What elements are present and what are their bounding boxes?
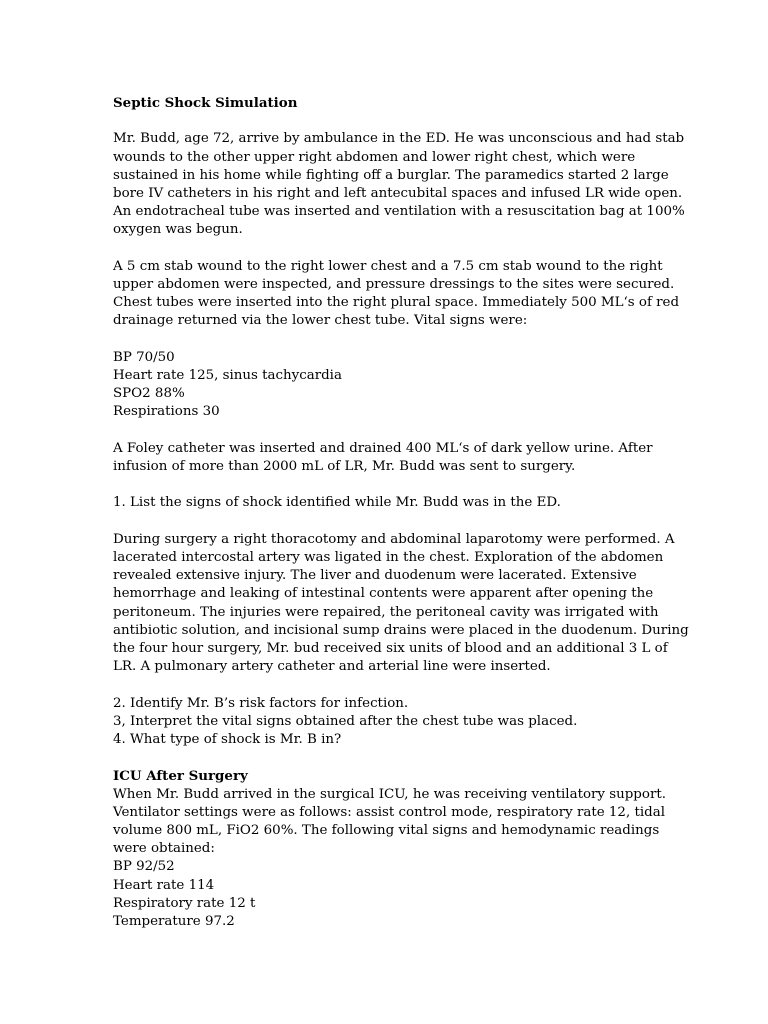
paragraph-wounds (113, 258, 680, 331)
text-line: were obtained: (113, 841, 215, 857)
text-line: A Foley catheter was inserted and drained 400 ML‘s of dark yellow urine. After (113, 440, 653, 456)
spacer (113, 112, 633, 130)
vital-signs-ed (113, 349, 633, 422)
text-line: LR. A pulmonary artery catheter and arterial line were inserted. (113, 659, 551, 675)
text-line: During surgery a right thoracotomy and abdominal laparotomy were performed. A (113, 531, 675, 547)
paragraph-icu (113, 786, 666, 859)
question-line: 4. What type of shock is Mr. B in? (113, 732, 342, 747)
question-line: 2. Identify Mr. B’s risk factors for infection. (113, 695, 409, 711)
text-line: Mr. Budd, age 72, arrive by ambulance in the ED. He was unconscious and had stab (113, 131, 685, 147)
text-line: lacerated intercostal artery was ligated in the chest. Exploration of the abdomen (113, 549, 664, 565)
question-line: 3, Interpret the vital signs obtained after the chest tube was placed. (113, 713, 578, 729)
text-line: oxygen was begun. (113, 222, 243, 238)
question-line: 1. List the signs of shock identified while Mr. Budd was in the ED. (113, 495, 561, 511)
text-line: revealed extensive injury. The liver and duodenum were lacerated. Extensive (113, 568, 637, 584)
text-line: drainage returned via the lower chest tube. Vital signs were: (113, 313, 528, 329)
vital-sign: Heart rate 114 (113, 877, 215, 893)
text-line: wounds to the other upper right abdomen and lower right chest, which were (113, 149, 636, 165)
vital-sign: Heart rate 125, sinus tachycardia (113, 368, 342, 383)
vital-sign: Respirations 30 (113, 404, 220, 420)
text-line: sustained in his home while fighting off a burglar. The paramedics started 2 large (113, 167, 669, 183)
vital-sign: BP 70/50 (113, 349, 175, 365)
spacer (113, 749, 633, 767)
spacer (113, 676, 633, 694)
text-line: When Mr. Budd arrived in the surgical ICU, he was receiving ventilatory support. (113, 786, 666, 802)
text-line: peritoneum. The injuries were repaired, the peritoneal cavity was irrigated with (113, 604, 659, 620)
text-line: A 5 cm stab wound to the right lower chest and a 7.5 cm stab wound to the right (113, 258, 663, 274)
spacer (113, 331, 633, 349)
text-line: infusion of more than 2000 mL of LR, Mr. Budd was sent to surgery. (113, 459, 576, 474)
vital-sign: Temperature 97.2 (113, 914, 235, 930)
document-body (113, 94, 689, 931)
section-title-icu: ICU After Surgery (113, 768, 248, 785)
paragraph-surgery (113, 531, 689, 677)
text-line: hemorrhage and leaking of intestinal contents were apparent after opening the (113, 586, 654, 602)
question-1 (113, 494, 633, 512)
spacer (113, 240, 633, 258)
questions-2-4 (113, 695, 633, 750)
text-line: volume 800 mL, FiO2 60%. The following vital signs and hemodynamic readings (113, 823, 660, 838)
vital-sign: Respiratory rate 12 t (113, 895, 256, 911)
text-line: An endotracheal tube was inserted and ventilation with a resuscitation bag at 100% (113, 204, 685, 220)
text-line: Ventilator settings were as follows: assist control mode, respiratory rate 12, tidal (113, 804, 665, 820)
text-line: antibiotic solution, and incisional sump drains were placed in the duodenum. During (113, 622, 689, 638)
paragraph-arrival (113, 130, 685, 239)
text-line: upper abdomen were inspected, and pressure dressings to the sites were secured. (113, 277, 675, 292)
text-line: the four hour surgery, Mr. bud received six units of blood and an additional 3 L of (113, 641, 668, 656)
spacer (113, 513, 633, 531)
spacer (113, 476, 633, 494)
vital-signs-icu (113, 858, 633, 931)
spacer (113, 422, 633, 440)
document-title: Septic Shock Simulation (113, 95, 298, 111)
text-line: Chest tubes were inserted into the right plural space. Immediately 500 ML‘s of red (113, 295, 680, 311)
vital-sign: BP 92/52 (113, 859, 175, 875)
text-line: bore IV catheters in his right and left antecubital spaces and infused LR wide open. (113, 186, 683, 201)
vital-sign: SPO2 88% (113, 386, 185, 402)
paragraph-foley (113, 440, 653, 476)
